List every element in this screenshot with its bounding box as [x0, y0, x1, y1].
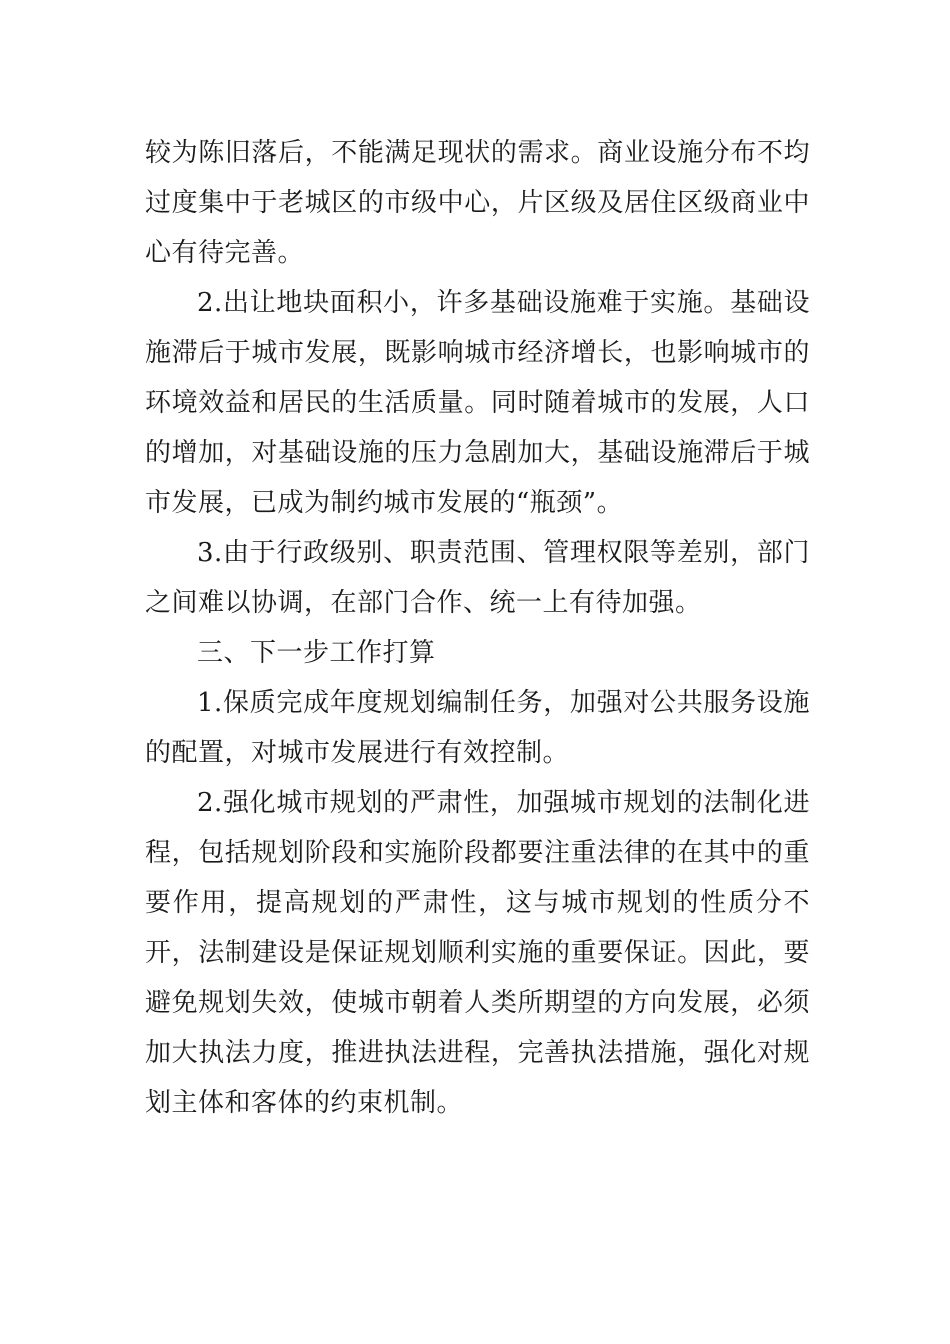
paragraph-item-2-land: 2.出让地块面积小，许多基础设施难于实施。基础设施滞后于城市发展，既影响城市经济增长，也影响城市的环境效益和居民的生活质量。同时随着城市的发展，人口的增加，对基础设施的压力急剧加大，基础设施滞后于城市发展，已成为制约城市发展的“瓶颈”。	[145, 288, 810, 518]
paragraph-continuation: 较为陈旧落后，不能满足现状的需求。商业设施分布不均过度集中于老城区的市级中心，片区级及居住区级商业中心有待完善。	[145, 138, 810, 268]
paragraph-item-3-coordination: 3.由于行政级别、职责范围、管理权限等差别，部门之间难以协调，在部门合作、统一上有待加强。	[145, 538, 810, 618]
paragraph-plan-item-2: 2.强化城市规划的严肃性，加强城市规划的法制化进程，包括规划阶段和实施阶段都要注重法律的在其中的重要作用，提高规划的严肃性，这与城市规划的性质分不开，法制建设是保证规划顺利实施的重要保证。因此，要避免规划失效，使城市朝着人类所期望的方向发展，必须加大执法力度，推进执法进程，完善执法措施，强化对规划主体和客体的约束机制。	[145, 788, 810, 1118]
section-heading-next-steps: 三、下一步工作打算	[197, 638, 436, 668]
document-body	[145, 128, 810, 1128]
paragraph-plan-item-1: 1.保质完成年度规划编制任务，加强对公共服务设施的配置，对城市发展进行有效控制。	[145, 688, 810, 768]
